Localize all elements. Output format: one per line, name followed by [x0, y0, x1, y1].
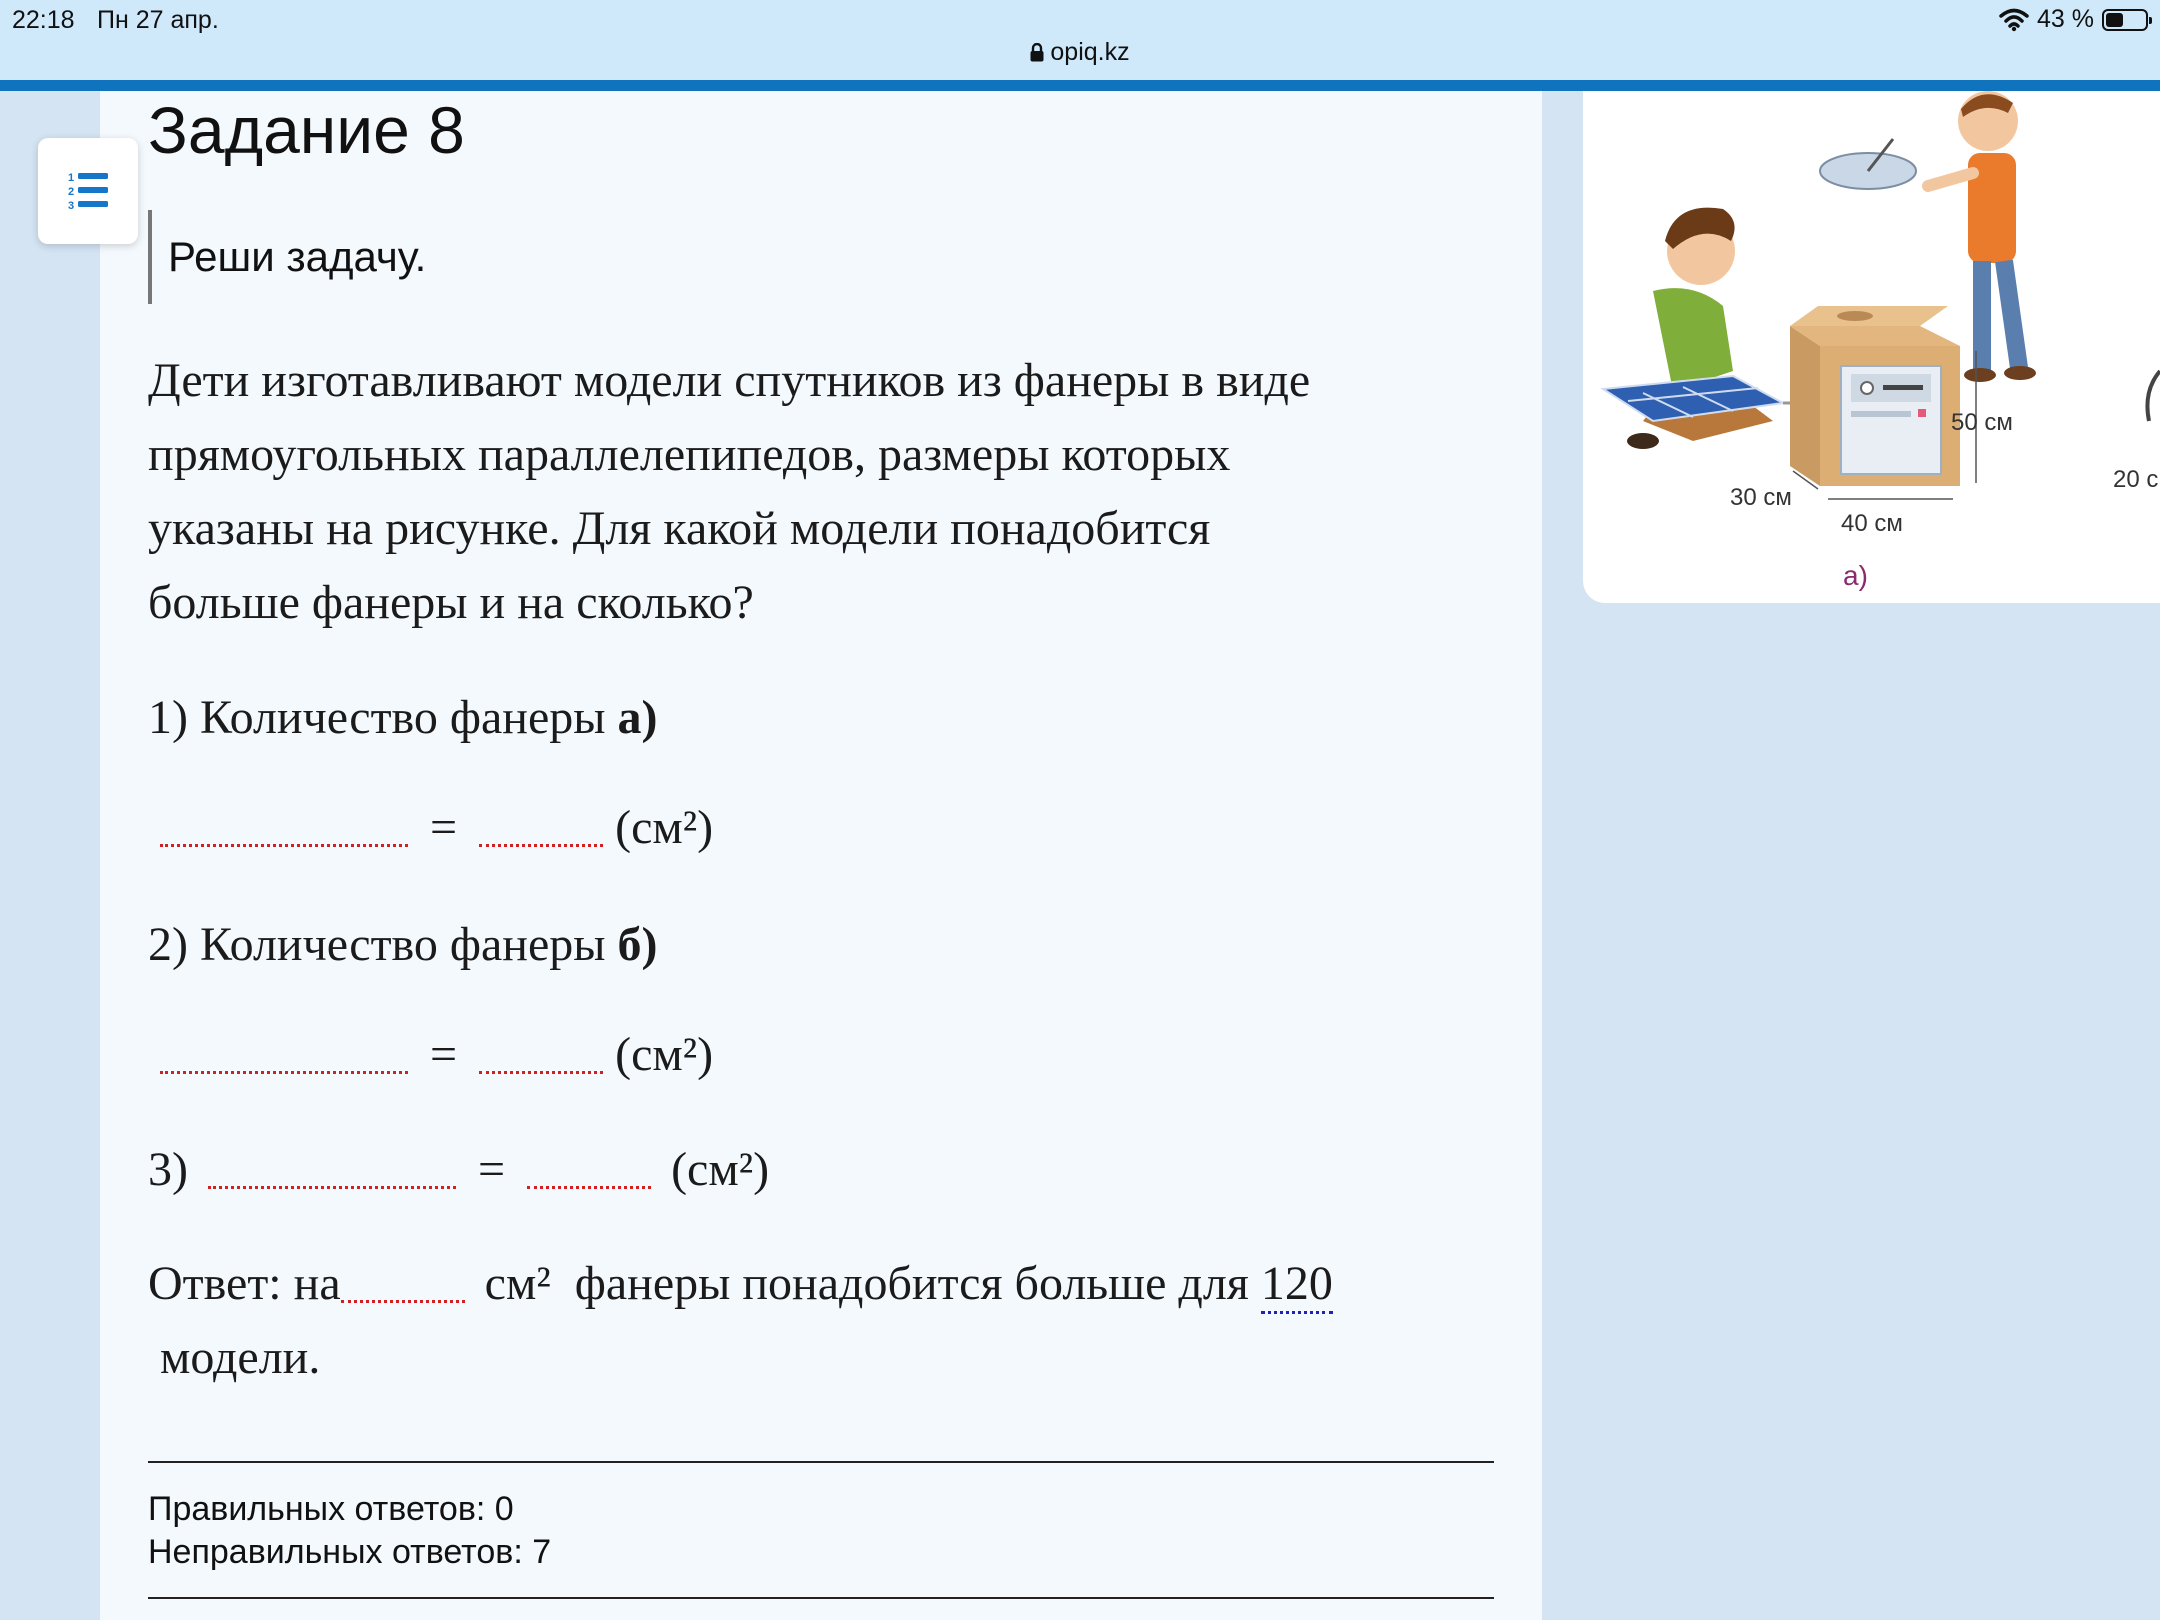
kneeling-boy-figure	[1603, 208, 1818, 449]
answer-line	[148, 1256, 1333, 1314]
dimension-depth-label: 30 см	[1730, 484, 1792, 511]
status-bar	[0, 0, 2160, 80]
svg-text:1: 1	[68, 172, 75, 184]
incorrect-count: Неправильных ответов: 7	[148, 1533, 552, 1571]
answer-suffix: модели.	[160, 1331, 321, 1384]
problem-line: Дети изготавливают модели спутников из фанеры в виде	[148, 354, 1311, 407]
equals-sign: =	[430, 1028, 458, 1081]
svg-text:3: 3	[68, 200, 75, 212]
dimension-width-label: 40 см	[1841, 510, 1903, 537]
task-title: Задание 8	[148, 93, 465, 167]
loading-bar	[0, 80, 2160, 91]
unit-label: (см²)	[671, 1143, 770, 1196]
step-2-equation	[160, 1027, 713, 1082]
address-bar[interactable]	[0, 38, 2160, 67]
divider	[148, 1461, 1494, 1463]
answer-stats	[148, 1488, 551, 1574]
plywood-box	[1790, 306, 1960, 486]
divider	[148, 1597, 1494, 1599]
dimension-other-label: 20 с	[2113, 466, 2159, 493]
unit-label: (см²)	[615, 801, 714, 854]
content-card	[100, 91, 1542, 1620]
unit-label: (см²)	[615, 1028, 714, 1081]
equals-sign: =	[477, 1143, 506, 1196]
instruction-quote: Реши задачу.	[148, 210, 426, 304]
problem-line: прямоугольных параллелепипедов, размеры которых	[148, 428, 1231, 481]
step-1-model: а)	[617, 691, 658, 744]
step-2-label: 2) Количество фанеры	[148, 918, 606, 971]
step-2-expression-input[interactable]	[160, 1029, 408, 1074]
answer-unit: см²	[484, 1257, 551, 1310]
status-indicators	[1999, 5, 2148, 34]
step-2-result-input[interactable]	[479, 1029, 603, 1074]
answer-middle: фанеры понадобится больше для	[574, 1257, 1249, 1310]
battery-percent: 43 %	[2037, 5, 2094, 33]
step-3-result-input[interactable]	[527, 1144, 651, 1189]
svg-text:2: 2	[68, 186, 75, 198]
wifi-icon	[1999, 8, 2029, 32]
step-3-label: 3)	[148, 1143, 188, 1196]
status-time: 22:18	[12, 6, 75, 34]
lock-icon	[1030, 43, 1044, 62]
table-of-contents-button[interactable]	[38, 138, 138, 244]
figure-caption: а)	[1843, 560, 1868, 591]
problem-text	[148, 344, 1498, 640]
illustration-drawing	[1583, 91, 2160, 603]
step-3-expression-input[interactable]	[208, 1144, 456, 1189]
problem-line: указаны на рисунке. Для какой модели понадобится	[148, 502, 1211, 555]
step-1-label: 1) Количество фанеры	[148, 691, 606, 744]
answer-prefix: Ответ: на	[148, 1257, 341, 1310]
step-1-heading	[148, 690, 658, 745]
step-1-result-input[interactable]	[479, 802, 603, 847]
dimension-height-label: 50 см	[1951, 409, 2013, 436]
problem-line: больше фанеры и на сколько?	[148, 576, 754, 629]
step-3-equation	[148, 1142, 769, 1197]
equals-sign: =	[430, 801, 458, 854]
battery-icon	[2102, 9, 2148, 31]
status-date: Пн 27 апр.	[97, 6, 219, 34]
answer-model-select[interactable]: 120	[1261, 1256, 1333, 1314]
step-1-equation	[160, 800, 713, 855]
correct-count: Правильных ответов: 0	[148, 1490, 514, 1528]
task-illustration	[1583, 91, 2160, 603]
step-2-model: б)	[617, 918, 658, 971]
address-url: opiq.kz	[1050, 38, 1130, 66]
step-1-expression-input[interactable]	[160, 802, 408, 847]
numbered-list-icon	[66, 169, 110, 213]
answer-amount-input[interactable]	[341, 1258, 465, 1303]
step-2-heading	[148, 917, 658, 972]
